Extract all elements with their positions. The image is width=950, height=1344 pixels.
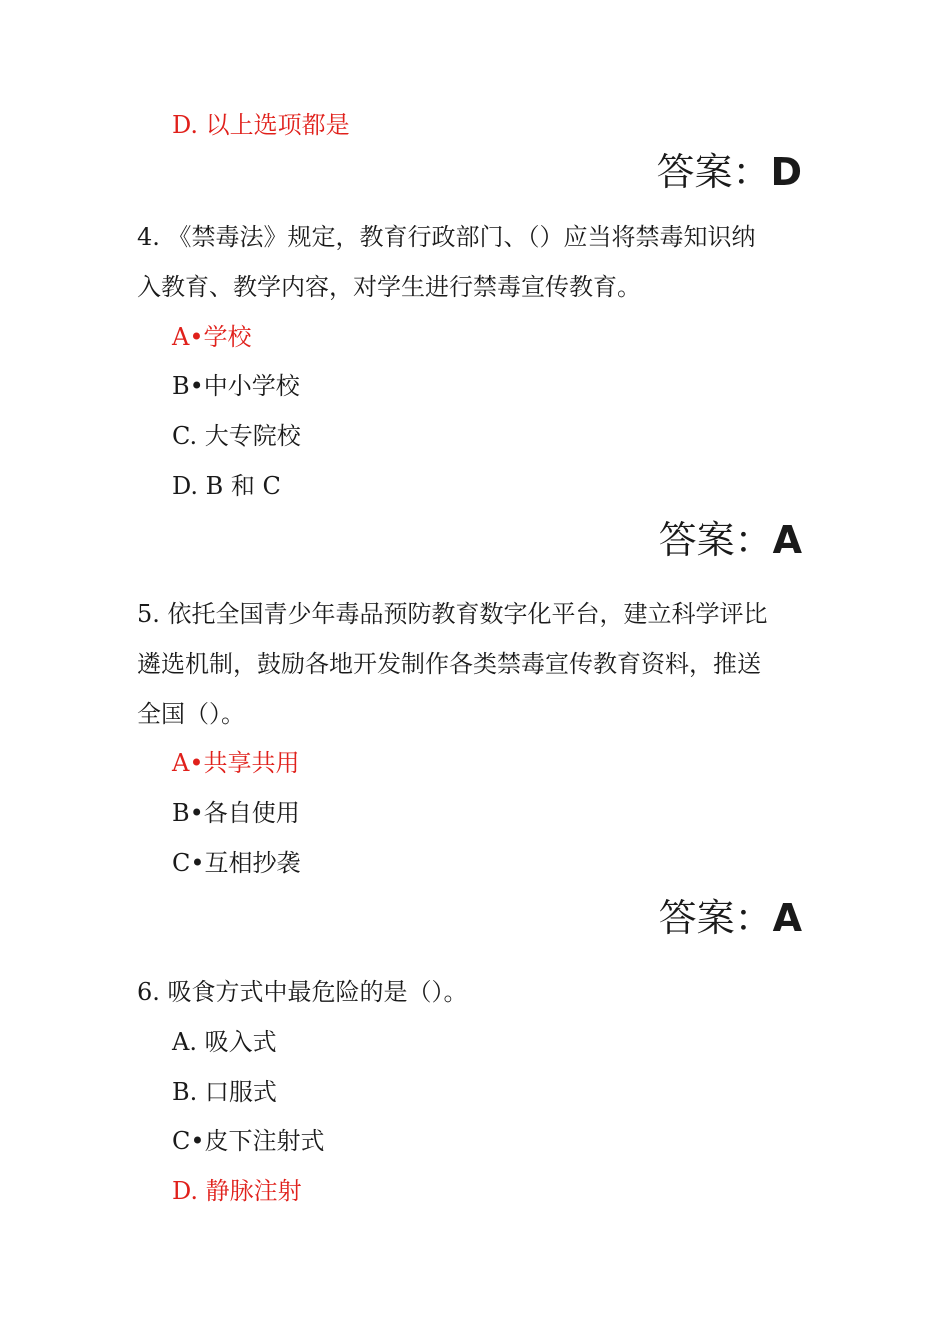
- answer-label: 答案：: [658, 518, 773, 562]
- question-4-line-1: 4. 《禁毒法》规定，教育行政部门、（）应当将禁毒知识纳: [137, 223, 756, 251]
- question-5-option-c: C•互相抄袭: [172, 849, 301, 877]
- question-5-option-a: A•共享共用: [172, 749, 300, 777]
- option-d-prev: D. 以上选项都是: [172, 111, 350, 139]
- question-5-line-3: 全国（）。: [137, 700, 245, 728]
- question-4-line-2: 入教育、教学内容，对学生进行禁毒宣传教育。: [137, 273, 641, 301]
- question-4-option-c: C. 大专院校: [172, 422, 301, 450]
- question-4-option-d: D. B 和 C: [172, 472, 281, 500]
- question-5-line-2: 遴选机制，鼓励各地开发制作各类禁毒宣传教育资料，推送: [137, 650, 761, 678]
- answer-letter: D: [770, 150, 802, 194]
- question-5-option-b: B•各自使用: [172, 799, 300, 827]
- question-6-option-a: A. 吸入式: [172, 1028, 277, 1056]
- question-4-option-a: A•学校: [172, 323, 252, 351]
- answer-letter: A: [772, 896, 802, 940]
- answer-line-2: [659, 518, 802, 562]
- answer-letter: A: [772, 518, 802, 562]
- answer-line-3: [659, 896, 802, 940]
- question-4-option-b: B•中小学校: [172, 372, 300, 400]
- answer-label: 答案：: [656, 150, 771, 194]
- question-6-option-c: C•皮下注射式: [172, 1127, 325, 1155]
- question-6-option-d: D. 静脉注射: [172, 1177, 302, 1205]
- answer-line-1: [656, 150, 802, 194]
- answer-label: 答案：: [658, 896, 773, 940]
- question-6-option-b: B. 口服式: [172, 1078, 277, 1106]
- question-6-line-1: 6. 吸食方式中最危险的是（）。: [137, 978, 468, 1006]
- question-5-line-1: 5. 依托全国青少年毒品预防教育数字化平台，建立科学评比: [137, 600, 768, 628]
